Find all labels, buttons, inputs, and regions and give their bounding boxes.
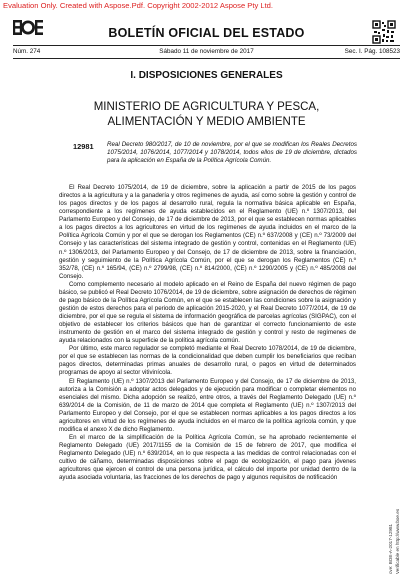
- reference-number: 12981: [73, 142, 94, 151]
- issue-number: Núm. 274: [13, 48, 41, 55]
- paragraph: El Reglamento (UE) n.º 1307/2013 del Parlamento Europeo y del Consejo, de 17 de diciembre de 2013, autoriza a la Comisión a adoptar actos delegados y de ejecución para modificar o completar elementos no esenciales del mismo. Dicha adopción se realizó, entre otros, a través del Reglamento Delegado (UE) n.º 639/2014 de la Comisión, de 11 de marzo de 2014 que completa el Reglamento (UE) n.º 1307/2013 del Parlamento Europeo y del Consejo, por el que se establecen normas aplicables a los pagos directos a los agricultores en virtud de los regímenes de ayuda incluidos en el marco de la política agrícola común, y que modifica el anexo X de dicho Reglamento.: [59, 377, 356, 433]
- issue-date: Sábado 11 de noviembre de 2017: [159, 48, 254, 55]
- cve-code: cve: BOE-A-2017-12981: [388, 523, 393, 574]
- ministry-heading: [60, 100, 353, 129]
- body-text: [59, 184, 356, 482]
- verification-code: [384, 462, 400, 574]
- ministry-line-2: ALIMENTACIÓN Y MEDIO AMBIENTE: [107, 115, 306, 128]
- gazette-title: BOLETÍN OFICIAL DEL ESTADO: [108, 26, 305, 40]
- paragraph: Por último, este marco regulador se completó mediante el Real Decreto 1078/2014, de 19 de diciembre, por el que se establecen las normas de la condicionalidad que deben cumplir los beneficiarios que reciban pagos directos, determinadas primas anuales de desarrollo rural, o pagos en virtud de determinados programas de apoyo al sector vitivinícola.: [59, 345, 356, 377]
- issue-info-bar: [13, 45, 400, 59]
- paragraph: En el marco de la simplificación de la Política Agrícola Común, se ha aprobado recientemente el Reglamento Delegado (UE) 2017/1155 de la Comisión de 15 de febrero de 2017, que modifica el Reglamento Delegado (UE) n.º 639/2014, en lo que respecta a las medidas de control relacionadas con el cultivo de cáñamo, determinadas disposiciones sobre el pago de ecologización, el pago para jóvenes agricultores que ejercen el control de una persona jurídica, el cálculo del importe por unidad dentro de la ayuda asociada voluntaria, las fracciones de los derechos de pago y algunos requisitos de notificación: [59, 433, 356, 482]
- paragraph: El Real Decreto 1075/2014, de 19 de diciembre, sobre la aplicación a partir de 2015 de los pagos directos a la agricultura y a la ganadería y otros regímenes de ayuda, así como sobre la gestión y control de los pagos directos y de los pagos al desarrollo rural, regula la normativa básica aplicable en España, correspondiente a los regímenes de ayuda establecidos en el Reglamento (UE) n.º 1307/2013, del Parlamento Europeo y del Consejo, de 17 de diciembre de 2013, por el que se establecen normas aplicables a los pagos directos a los agricultores en virtud de los regímenes de ayuda incluidos en el marco de la Política Agrícola Común y por el que se derogan los Reglamentos (CE) n.º 637/2008 y (CE) n.º 73/2009 del Consejo y las características del sistema integrado de gestión y control, contenidas en el Reglamento (UE) n.º 1306/2013, del Parlamento Europeo y del Consejo, de 17 de diciembre de 2013, sobre la financiación, gestión y seguimiento de la Política Agrícola Común, por el que se derogan los Reglamentos (CE) n.º 352/78, (CE) n.º 165/94, (CE) n.º 2799/98, (CE) n.º 814/2000, (CE) n.º 1290/2005 y (CE) n.º 485/2008 del Consejo.: [59, 184, 356, 280]
- reference-title: Real Decreto 980/2017, de 10 de noviembre, por el que se modifican los Reales Decretos 1075/2014, 1076/2014, 1077/2014 y 1078/2014, todos ellos de 19 de diciembre, dictados para la aplicación en España de la Política Agrícola Común.: [107, 141, 357, 165]
- ministry-line-1: MINISTERIO DE AGRICULTURA Y PESCA,: [93, 101, 320, 113]
- paragraph: Como complemento necesario al modelo aplicado en el Reino de España del nuevo régimen de pago básico, se publicó el Real Decreto 1076/2014, de 19 de diciembre, sobre asignación de derechos de régimen de pago básico de la Política Agrícola Común, en el que se establecen las condiciones sobre la asignación y gestión de estos derechos para el periodo de aplicación 2015-2020, y el Real Decreto 1077/2014, de 19 de diciembre, por el que se regula el sistema de información geográfica de parcelas agrícolas (SIGPAC), con el objetivo de establecer los criterios básicos que han de garantizar el correcto funcionamiento de este instrumento de gestión en el marco del sistema integrado de gestión y control y resto de regímenes de ayuda relacionados con la superficie de la política agrícola común.: [59, 280, 356, 345]
- section-title: I. DISPOSICIONES GENERALES: [130, 70, 283, 81]
- verification-link[interactable]: Verificable en http://www.boe.es: [395, 508, 400, 574]
- qr-code: [372, 20, 396, 44]
- evaluation-watermark: Evaluation Only. Created with Aspose.Pdf. Copyright 2002-2012 Aspose Pty Ltd.: [3, 1, 274, 10]
- section-page: Sec. I. Pág. 108523: [344, 48, 400, 55]
